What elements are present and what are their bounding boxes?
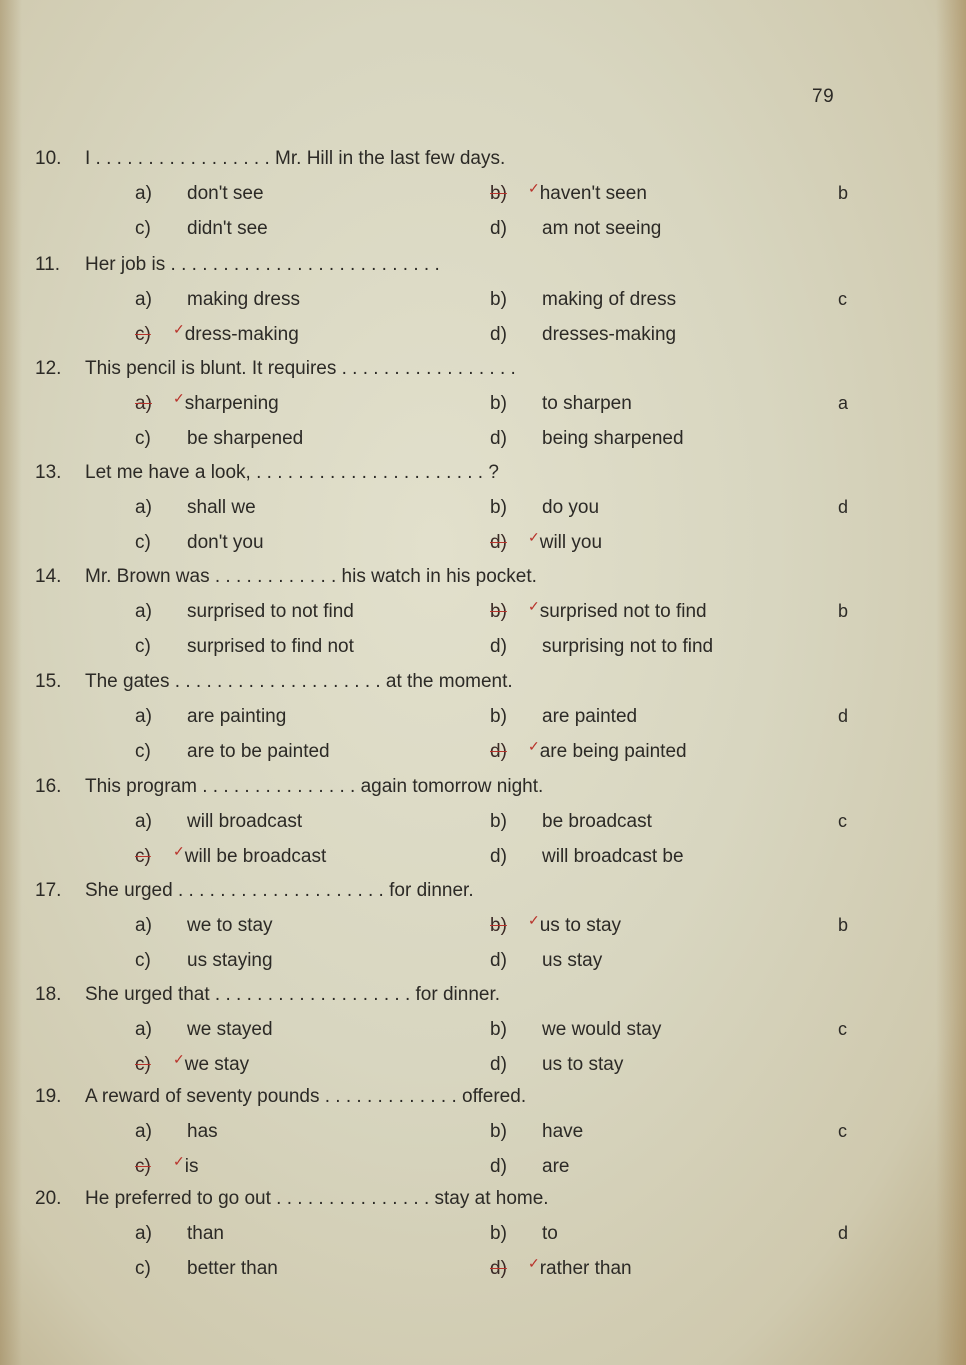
option-text: dresses-making xyxy=(542,324,677,345)
option-c xyxy=(135,950,273,972)
option-b xyxy=(490,811,652,833)
answer-key: c xyxy=(838,289,847,309)
question-text: Mr. Brown was . . . . . . . . . . . . his watch in his pocket. xyxy=(85,566,537,587)
option-label: d) xyxy=(490,741,507,762)
option-label: b) xyxy=(490,183,507,204)
red-tick-mark-icon: ✓ xyxy=(528,1255,540,1271)
option-text: haven't seen xyxy=(539,183,647,204)
option-b xyxy=(490,912,622,937)
red-tick-mark-icon: ✓ xyxy=(528,912,540,928)
option-label: b) xyxy=(490,706,507,727)
option-label: d) xyxy=(490,218,507,239)
question-stem xyxy=(35,566,537,588)
option-label: a) xyxy=(135,1223,152,1244)
question-text: A reward of seventy pounds . . . . . . . . . . . . . offered. xyxy=(85,1086,527,1107)
option-label: c) xyxy=(135,1156,151,1177)
option-text: surprised to find not xyxy=(187,636,354,657)
option-label: d) xyxy=(490,1258,507,1279)
option-c xyxy=(135,1258,278,1280)
option-label: b) xyxy=(490,1121,507,1142)
page-left-shadow xyxy=(0,0,22,1365)
option-a xyxy=(135,915,273,937)
option-text: us to stay xyxy=(539,915,622,936)
question-number: 14. xyxy=(35,566,62,587)
option-d xyxy=(490,428,684,450)
answer-key: d xyxy=(838,497,849,517)
option-label: c) xyxy=(135,532,151,553)
option-a xyxy=(135,183,264,205)
option-text: has xyxy=(187,1121,218,1142)
option-text: don't see xyxy=(187,183,264,204)
question-stem xyxy=(35,148,505,170)
option-text: are painting xyxy=(187,706,287,727)
question-stem xyxy=(35,462,499,484)
question-stem xyxy=(35,776,543,798)
option-text: are painted xyxy=(542,706,638,727)
option-label: c) xyxy=(135,846,151,867)
option-c xyxy=(135,1051,250,1076)
option-b xyxy=(490,497,599,519)
answer-key: c xyxy=(838,1019,847,1039)
option-d xyxy=(490,1156,569,1178)
red-tick-mark-icon: ✓ xyxy=(173,1153,185,1169)
option-b xyxy=(490,393,632,415)
option-label: c) xyxy=(135,1258,151,1279)
option-c xyxy=(135,1153,199,1178)
option-text: are to be painted xyxy=(187,741,330,762)
question-number: 18. xyxy=(35,984,62,1005)
option-text: to xyxy=(542,1223,558,1244)
answer-key: a xyxy=(838,393,849,413)
option-label: a) xyxy=(135,393,152,414)
option-d xyxy=(490,529,603,554)
option-b xyxy=(490,1223,558,1245)
option-text: rather than xyxy=(539,1258,632,1279)
option-text: we to stay xyxy=(187,915,273,936)
option-label: a) xyxy=(135,601,152,622)
option-text: surprising not to find xyxy=(542,636,714,657)
red-tick-mark-icon: ✓ xyxy=(173,390,185,406)
option-label: a) xyxy=(135,289,152,310)
red-tick-mark-icon: ✓ xyxy=(173,1051,185,1067)
question-stem xyxy=(35,671,513,693)
option-a xyxy=(135,1223,224,1245)
answer-key: c xyxy=(838,811,847,831)
question-number: 20. xyxy=(35,1188,62,1209)
option-label: b) xyxy=(490,915,507,936)
option-text: don't you xyxy=(187,532,264,553)
option-a xyxy=(135,390,279,415)
question-text: This pencil is blunt. It requires . . . . . . . . . . . . . . . . . xyxy=(85,358,516,379)
option-label: b) xyxy=(490,601,507,622)
option-text: surprised to not find xyxy=(187,601,354,622)
option-c xyxy=(135,321,299,346)
option-text: do you xyxy=(542,497,600,518)
option-b xyxy=(490,1121,583,1143)
option-text: will be broadcast xyxy=(184,846,327,867)
answer-key: d xyxy=(838,706,849,726)
option-a xyxy=(135,1121,218,1143)
option-text: surprised not to find xyxy=(539,601,707,622)
option-label: a) xyxy=(135,811,152,832)
option-label: a) xyxy=(135,706,152,727)
option-label: d) xyxy=(490,1156,507,1177)
option-label: b) xyxy=(490,289,507,310)
question-number: 15. xyxy=(35,671,62,692)
option-label: d) xyxy=(490,846,507,867)
option-text: to sharpen xyxy=(542,393,632,414)
option-d xyxy=(490,1255,632,1280)
question-number: 12. xyxy=(35,358,62,379)
red-tick-mark-icon: ✓ xyxy=(528,180,540,196)
option-text: making of dress xyxy=(542,289,677,310)
option-a xyxy=(135,601,354,623)
option-label: b) xyxy=(490,393,507,414)
question-number: 17. xyxy=(35,880,62,901)
answer-key: b xyxy=(838,915,849,935)
option-a xyxy=(135,811,302,833)
option-text: we stayed xyxy=(187,1019,273,1040)
option-c xyxy=(135,741,330,763)
option-label: d) xyxy=(490,636,507,657)
option-text: shall we xyxy=(187,497,256,518)
option-d xyxy=(490,846,684,868)
option-label: c) xyxy=(135,636,151,657)
option-label: a) xyxy=(135,497,152,518)
option-label: c) xyxy=(135,324,151,345)
option-d xyxy=(490,1054,623,1076)
option-label: c) xyxy=(135,741,151,762)
option-text: than xyxy=(187,1223,224,1244)
red-tick-mark-icon: ✓ xyxy=(528,738,540,754)
option-text: be broadcast xyxy=(542,811,652,832)
question-text: She urged that . . . . . . . . . . . . . . . . . . . for dinner. xyxy=(85,984,501,1005)
option-label: d) xyxy=(490,324,507,345)
option-a xyxy=(135,706,286,728)
option-text: didn't see xyxy=(187,218,268,239)
question-text: She urged . . . . . . . . . . . . . . . . . . . . for dinner. xyxy=(85,880,474,901)
option-a xyxy=(135,1019,273,1041)
question-text: This program . . . . . . . . . . . . . . . again tomorrow night. xyxy=(85,776,544,797)
option-text: be sharpened xyxy=(187,428,304,449)
option-label: d) xyxy=(490,532,507,553)
option-b xyxy=(490,289,676,311)
option-text: is xyxy=(184,1156,199,1177)
question-text: Her job is . . . . . . . . . . . . . . . . . . . . . . . . . . xyxy=(85,254,440,275)
option-a xyxy=(135,289,300,311)
question-number: 16. xyxy=(35,776,62,797)
red-tick-mark-icon: ✓ xyxy=(528,529,540,545)
option-d xyxy=(490,738,687,763)
question-stem xyxy=(35,358,516,380)
question-stem xyxy=(35,1086,526,1108)
question-text: The gates . . . . . . . . . . . . . . . . . . . . at the moment. xyxy=(85,671,513,692)
answer-key: b xyxy=(838,601,849,621)
option-c xyxy=(135,636,354,658)
option-label: d) xyxy=(490,950,507,971)
option-label: b) xyxy=(490,1019,507,1040)
option-label: c) xyxy=(135,1054,151,1075)
question-number: 13. xyxy=(35,462,62,483)
option-label: a) xyxy=(135,183,152,204)
option-text: are being painted xyxy=(539,741,687,762)
question-stem xyxy=(35,1188,549,1210)
question-stem xyxy=(35,880,474,902)
question-text: Let me have a look, . . . . . . . . . . . . . . . . . . . . . . ? xyxy=(85,462,499,483)
option-text: better than xyxy=(187,1258,278,1279)
option-text: us stay xyxy=(542,950,603,971)
answer-key: d xyxy=(838,1223,849,1243)
question-text: I . . . . . . . . . . . . . . . . . Mr. Hill in the last few days. xyxy=(85,148,506,169)
question-stem xyxy=(35,984,500,1006)
option-label: b) xyxy=(490,497,507,518)
red-tick-mark-icon: ✓ xyxy=(173,321,185,337)
option-b xyxy=(490,598,707,623)
option-c xyxy=(135,843,327,868)
option-text: we stay xyxy=(184,1054,250,1075)
option-b xyxy=(490,706,637,728)
question-number: 19. xyxy=(35,1086,62,1107)
option-text: will broadcast xyxy=(187,811,303,832)
option-c xyxy=(135,218,268,240)
option-c xyxy=(135,532,264,554)
option-label: c) xyxy=(135,428,151,449)
option-text: have xyxy=(542,1121,584,1142)
option-label: c) xyxy=(135,218,151,239)
option-text: are xyxy=(542,1156,570,1177)
option-b xyxy=(490,180,647,205)
question-number: 10. xyxy=(35,148,62,169)
option-d xyxy=(490,950,602,972)
option-text: us to stay xyxy=(542,1054,624,1075)
red-tick-mark-icon: ✓ xyxy=(173,843,185,859)
answer-key: c xyxy=(838,1121,847,1141)
option-a xyxy=(135,497,256,519)
question-stem xyxy=(35,254,440,276)
option-label: d) xyxy=(490,428,507,449)
option-d xyxy=(490,218,661,240)
answer-key: b xyxy=(838,183,849,203)
option-c xyxy=(135,428,303,450)
option-label: b) xyxy=(490,1223,507,1244)
option-label: d) xyxy=(490,1054,507,1075)
option-d xyxy=(490,324,676,346)
question-text: He preferred to go out . . . . . . . . . . . . . . . stay at home. xyxy=(85,1188,549,1209)
option-label: b) xyxy=(490,811,507,832)
question-number: 11. xyxy=(35,254,61,275)
option-label: a) xyxy=(135,1121,152,1142)
page-right-shadow xyxy=(936,0,966,1365)
option-label: c) xyxy=(135,950,151,971)
option-text: making dress xyxy=(187,289,300,310)
option-b xyxy=(490,1019,661,1041)
option-d xyxy=(490,636,713,658)
option-label: a) xyxy=(135,915,152,936)
option-label: a) xyxy=(135,1019,152,1040)
option-text: us staying xyxy=(187,950,273,971)
option-text: will you xyxy=(539,532,603,553)
red-tick-mark-icon: ✓ xyxy=(528,598,540,614)
option-text: we would stay xyxy=(542,1019,662,1040)
option-text: being sharpened xyxy=(542,428,684,449)
option-text: sharpening xyxy=(184,393,279,414)
option-text: dress-making xyxy=(184,324,299,345)
page-number: 79 xyxy=(812,86,835,107)
option-text: will broadcast be xyxy=(542,846,684,867)
option-text: am not seeing xyxy=(542,218,662,239)
